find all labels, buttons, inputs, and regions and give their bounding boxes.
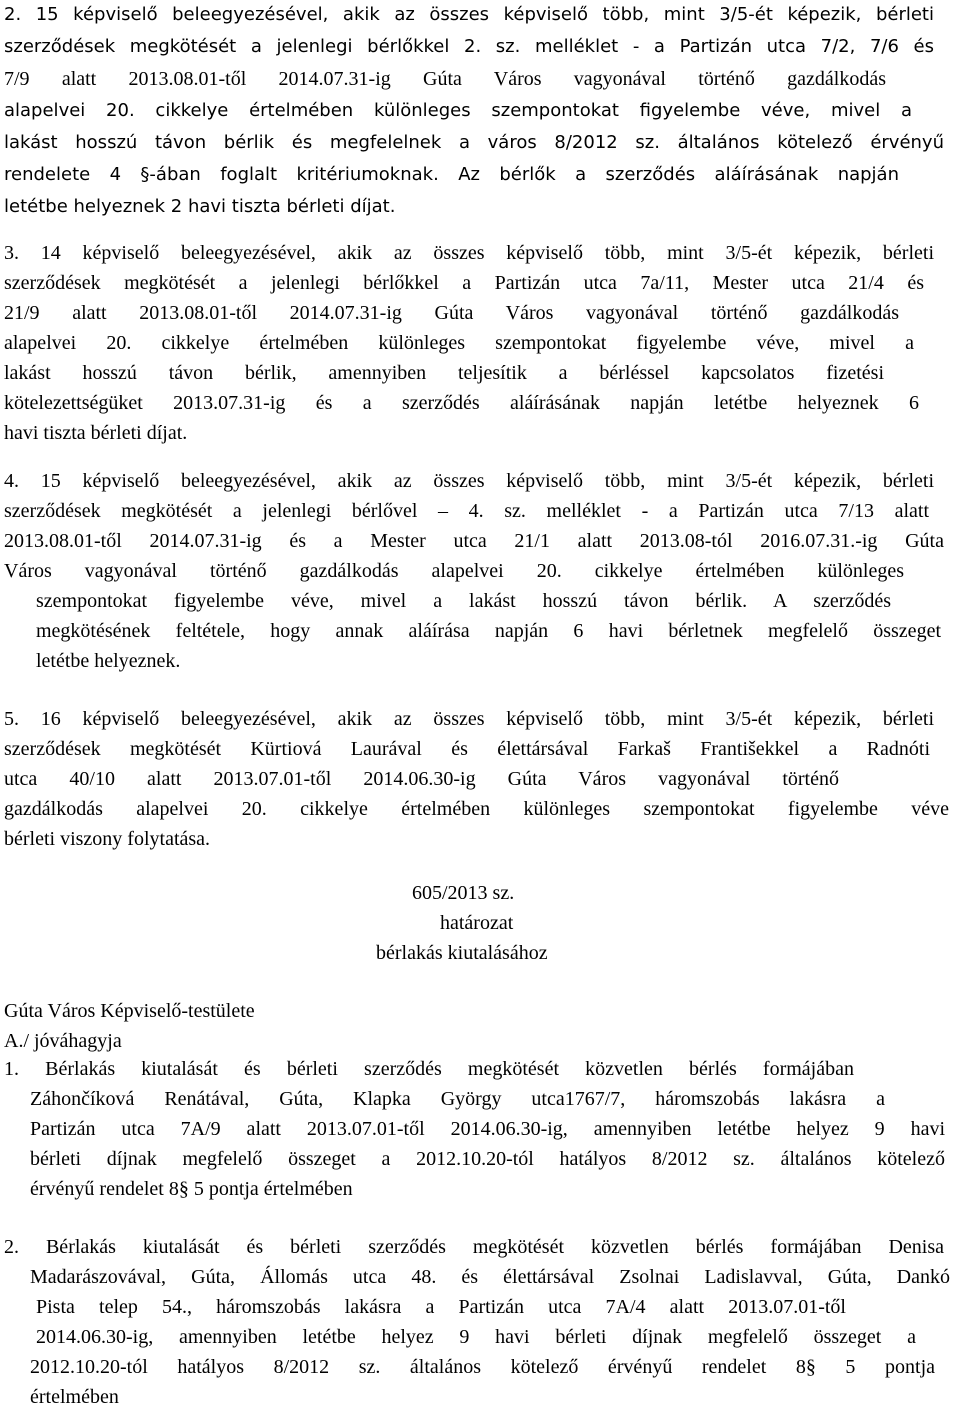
- text-line: Város vagyonával történő gazdálkodás alapelvei 20. cikkelye értelmében különleges: [4, 560, 904, 582]
- text-line: 2. Bérlakás kiutalását és bérleti szerződés megkötését közvetlen bérlés formájában Denisa: [4, 1236, 944, 1258]
- text-line: Pista telep 54., háromszobás lakásra a Partizán utca 7A/4 alatt 2013.07.01-től: [36, 1296, 846, 1318]
- text-line: 3. 14 képviselő beleegyezésével, akik az összes képviselő több, mint 3/5-ét képezik, bérleti: [4, 242, 934, 264]
- text-line: határozat: [440, 912, 514, 934]
- text-line: bérleti díjnak megfelelő összeget a 2012.10.20-tól hatályos 8/2012 sz. általános kötelező: [30, 1148, 945, 1170]
- text-line: 1. Bérlakás kiutalását és bérleti szerződés megkötését közvetlen bérlés formájában: [4, 1058, 854, 1080]
- text-line: 5. 16 képviselő beleegyezésével, akik az összes képviselő több, mint 3/5-ét képezik, bérleti: [4, 708, 934, 730]
- text-line: Gúta Város Képviselő-testülete: [4, 1000, 255, 1022]
- text-line: szempontokat figyelembe véve, mivel a lakást hosszú távon bérlik. A szerződés: [36, 590, 891, 612]
- text-line: érvényű rendelet 8§ 5 pontja értelmében: [30, 1178, 353, 1200]
- text-line: kötelezettségüket 2013.07.31-ig és a szerződés aláírásának napján letétbe helyeznek 6: [4, 392, 919, 414]
- text-line: bérleti viszony folytatása.: [4, 828, 211, 850]
- text-line: 2013.08.01-től 2014.07.31-ig és a Mester utca 21/1 alatt 2013.08-tól 2016.07.31.-ig Gúta: [4, 530, 944, 552]
- text-line: szerződések megkötését a jelenlegi bérlőkkel a Partizán utca 7a/11, Mester utca 21/4 és: [4, 272, 924, 294]
- text-line: letétbe helyeznek 2 havi tiszta bérleti díjat.: [4, 196, 396, 217]
- text-line: alapelvei 20. cikkelye értelmében különleges szempontokat figyelembe véve, mivel a: [4, 332, 914, 354]
- text-line: bérlakás kiutalásához: [376, 942, 548, 964]
- text-line: lakást hosszú távon bérlik, amennyiben teljesítik a bérléssel kapcsolatos fizetési: [4, 362, 884, 384]
- text-line: 7/9 alatt 2013.08.01-től 2014.07.31-ig Gúta Város vagyonával történő gazdálkodás: [4, 68, 886, 90]
- text-line: Partizán utca 7A/9 alatt 2013.07.01-től 2014.06.30-ig, amennyiben letétbe helyez 9 havi: [30, 1118, 945, 1140]
- text-line: 2. 15 képviselő beleegyezésével, akik az összes képviselő több, mint 3/5-ét képezik, bérleti: [4, 4, 934, 25]
- text-line: 21/9 alatt 2013.08.01-től 2014.07.31-ig Gúta Város vagyonával történő gazdálkodás: [4, 302, 899, 324]
- text-line: lakást hosszú távon bérlik és megfelelnek a város 8/2012 sz. általános kötelező érvényű: [4, 132, 944, 153]
- text-line: gazdálkodás alapelvei 20. cikkelye értelmében különleges szempontokat figyelembe véve: [4, 798, 949, 820]
- text-line: Madarászovával, Gúta, Állomás utca 48. és élettársával Zsolnai Ladislavval, Gúta, Dankó: [30, 1266, 950, 1288]
- text-line: Záhončíková Renátával, Gúta, Klapka György utca1767/7, háromszobás lakásra a: [30, 1088, 885, 1110]
- text-line: letétbe helyeznek.: [36, 650, 181, 672]
- text-line: alapelvei 20. cikkelye értelmében különleges szempontokat figyelembe véve, mivel a: [4, 100, 912, 121]
- text-line: szerződések megkötését a jelenlegi bérlőkkel 2. sz. melléklet - a Partizán utca 7/2, 7/6 és: [4, 36, 934, 57]
- text-line: 4. 15 képviselő beleegyezésével, akik az összes képviselő több, mint 3/5-ét képezik, bérleti: [4, 470, 934, 492]
- text-line: 2014.06.30-ig, amennyiben letétbe helyez 9 havi bérleti díjnak megfelelő összeget a: [36, 1326, 916, 1348]
- text-line: megkötésének feltétele, hogy annak aláírása napján 6 havi bérletnek megfelelő összeget: [36, 620, 941, 642]
- text-line: értelmében: [30, 1386, 119, 1408]
- text-line: rendelete 4 §-ában foglalt kritériumoknak. Az bérlők a szerződés aláírásának napján: [4, 164, 899, 185]
- text-line: szerződések megkötését a jelenlegi bérlővel – 4. sz. melléklet - a Partizán utca 7/13 alatt: [4, 500, 929, 522]
- text-line: szerződések megkötését Kürtiová Laurával és élettársával Farkaš Františekkel a Radnóti: [4, 738, 930, 760]
- text-line: 605/2013 sz.: [412, 882, 515, 904]
- text-line: utca 40/10 alatt 2013.07.01-től 2014.06.30-ig Gúta Város vagyonával történő: [4, 768, 839, 790]
- text-line: havi tiszta bérleti díjat.: [4, 422, 188, 444]
- text-line: 2012.10.20-tól hatályos 8/2012 sz. általános kötelező érvényű rendelet 8§ 5 pontja: [30, 1356, 935, 1378]
- text-line: A./ jóváhagyja: [4, 1030, 122, 1052]
